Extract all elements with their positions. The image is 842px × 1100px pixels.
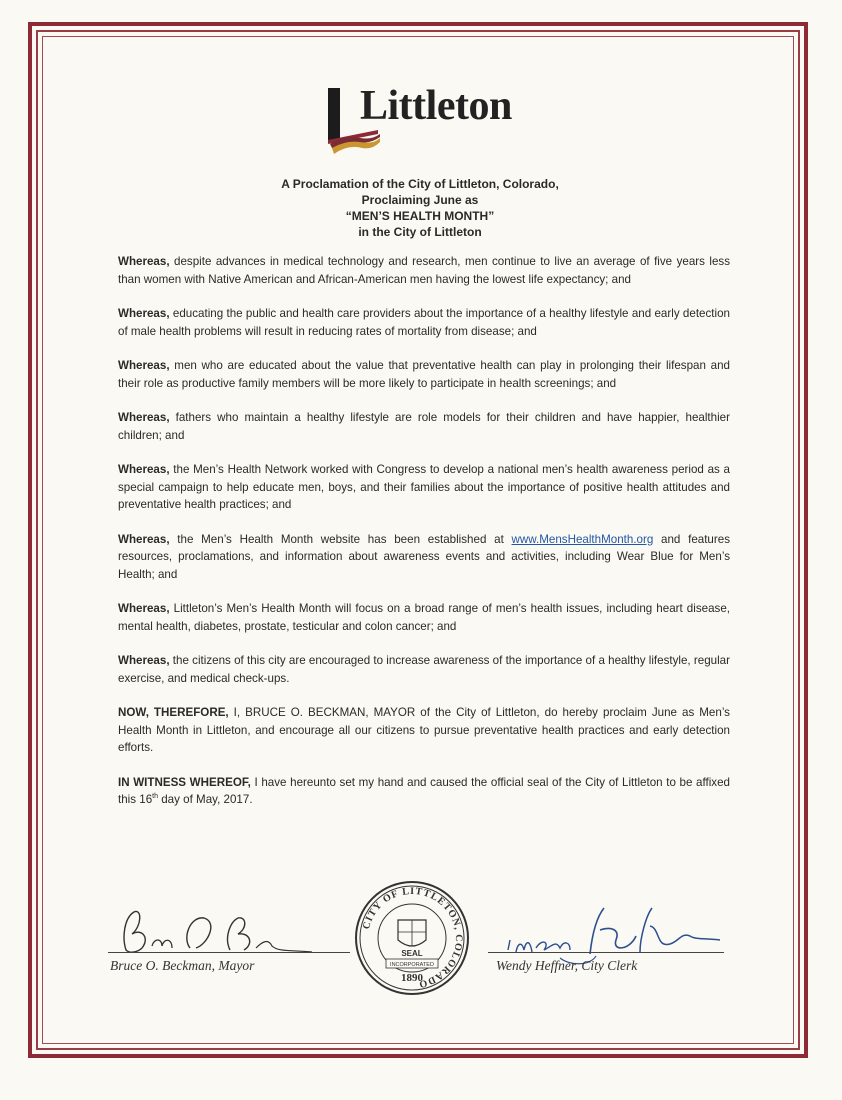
paragraph-lead: Whereas, — [118, 359, 170, 372]
therefore-paragraph — [118, 704, 730, 757]
paragraph-lead: Whereas, — [118, 463, 170, 476]
whereas-paragraph — [118, 409, 730, 444]
paragraph-text: fathers who maintain a healthy lifestyle are role models for their children and have happier, healthier children; and — [118, 411, 730, 442]
website-paragraph — [118, 531, 730, 584]
seal-banner-text: INCORPORATED — [390, 962, 434, 968]
title-line-4: in the City of Littleton — [358, 225, 482, 239]
paragraph-text: the citizens of this city are encouraged to increase awareness of the importance of a healthy lifestyle, regular exercise, and medical check-ups. — [118, 654, 730, 685]
whereas-paragraph — [118, 253, 730, 288]
whereas-paragraph — [118, 652, 730, 687]
witness-paragraph — [118, 774, 730, 809]
mayor-name: Bruce O. Beckman, Mayor — [110, 958, 255, 973]
paragraph-text: men who are educated about the value that preventative health can play in prolonging their lifespan and their role as productive family members will be more likely to participate in health screenings; and — [118, 359, 730, 390]
paragraph-lead: Whereas, — [118, 602, 170, 615]
whereas-paragraph — [118, 357, 730, 392]
paragraph-lead: IN WITNESS WHEREOF, — [118, 775, 251, 789]
signature-area — [0, 870, 842, 1000]
paragraph-lead: Whereas, — [118, 255, 170, 268]
date-superscript: th — [152, 793, 159, 801]
littleton-logo — [320, 82, 550, 162]
seal-ring-text: CITY OF LITTLETON, COLORADO — [360, 885, 465, 990]
paragraph-text: Littleton’s Men’s Health Month will focus on a broad range of men’s health issues, including heart disease, mental health, diabetes, prostate, testicular and colon cancer; and — [118, 602, 730, 633]
mayor-signature — [112, 898, 322, 958]
paragraph-text: and features resources, proclamations, and information about awareness events and activities, including Wear Blue for Men’s Health; and — [118, 532, 730, 581]
paragraph-text: the Men’s Health Month website has been established at — [169, 532, 512, 546]
mayor-signature-line — [108, 952, 350, 953]
paragraph-text: despite advances in medical technology and research, men continue to live an average of five years less than women with Native American and African-American men having the lowest life expectancy; and — [118, 255, 730, 286]
paragraph-lead: Whereas, — [118, 532, 170, 546]
seal-year: 1890 — [401, 972, 423, 984]
seal-center-label: SEAL — [401, 949, 423, 958]
whereas-paragraph — [118, 600, 730, 635]
paragraph-text: day of May, 2017. — [158, 793, 253, 806]
title-line-3: “MEN’S HEALTH MONTH” — [345, 209, 495, 223]
paragraph-lead: Whereas, — [118, 411, 170, 424]
title-line-1: A Proclamation of the City of Littleton, Colorado, — [281, 177, 559, 191]
clerk-name: Wendy Heffner, City Clerk — [496, 958, 638, 973]
paragraph-lead: Whereas, — [118, 654, 170, 667]
title-line-2: Proclaiming June as — [361, 193, 479, 207]
paragraph-text: educating the public and health care providers about the importance of a healthy lifestyle and early detection of male health problems will result in reducing rates of mortality from disease; and — [118, 307, 730, 338]
whereas-paragraph — [118, 461, 730, 514]
website-link[interactable]: www.MensHealthMonth.org — [511, 532, 654, 546]
proclamation-body — [118, 253, 730, 826]
logo-text: Littleton — [360, 83, 512, 129]
clerk-signature-line — [488, 952, 724, 953]
whereas-paragraph — [118, 305, 730, 340]
proclamation-title — [160, 176, 680, 240]
city-seal-icon — [354, 880, 470, 996]
paragraph-lead: NOW, THEREFORE, — [118, 706, 229, 719]
paragraph-text: the Men’s Health Network worked with Congress to develop a national men’s health awareness period as a special campaign to help educate men, boys, and their families about the importance of positive health attitudes and preventative health practices; and — [118, 463, 730, 511]
clerk-signature — [500, 896, 730, 966]
paragraph-lead: Whereas, — [118, 307, 170, 320]
paragraph-text: I, BRUCE O. BECKMAN, MAYOR of the City of Littleton, do hereby proclaim June as Men’s Health Month in Littleton, and encourage all our citizens to pursue preventative health practices and early detection efforts. — [118, 706, 730, 754]
paragraph-text: I have hereunto set my hand and caused the official seal of the City of Littleton to be affixed this 16 — [118, 775, 731, 806]
